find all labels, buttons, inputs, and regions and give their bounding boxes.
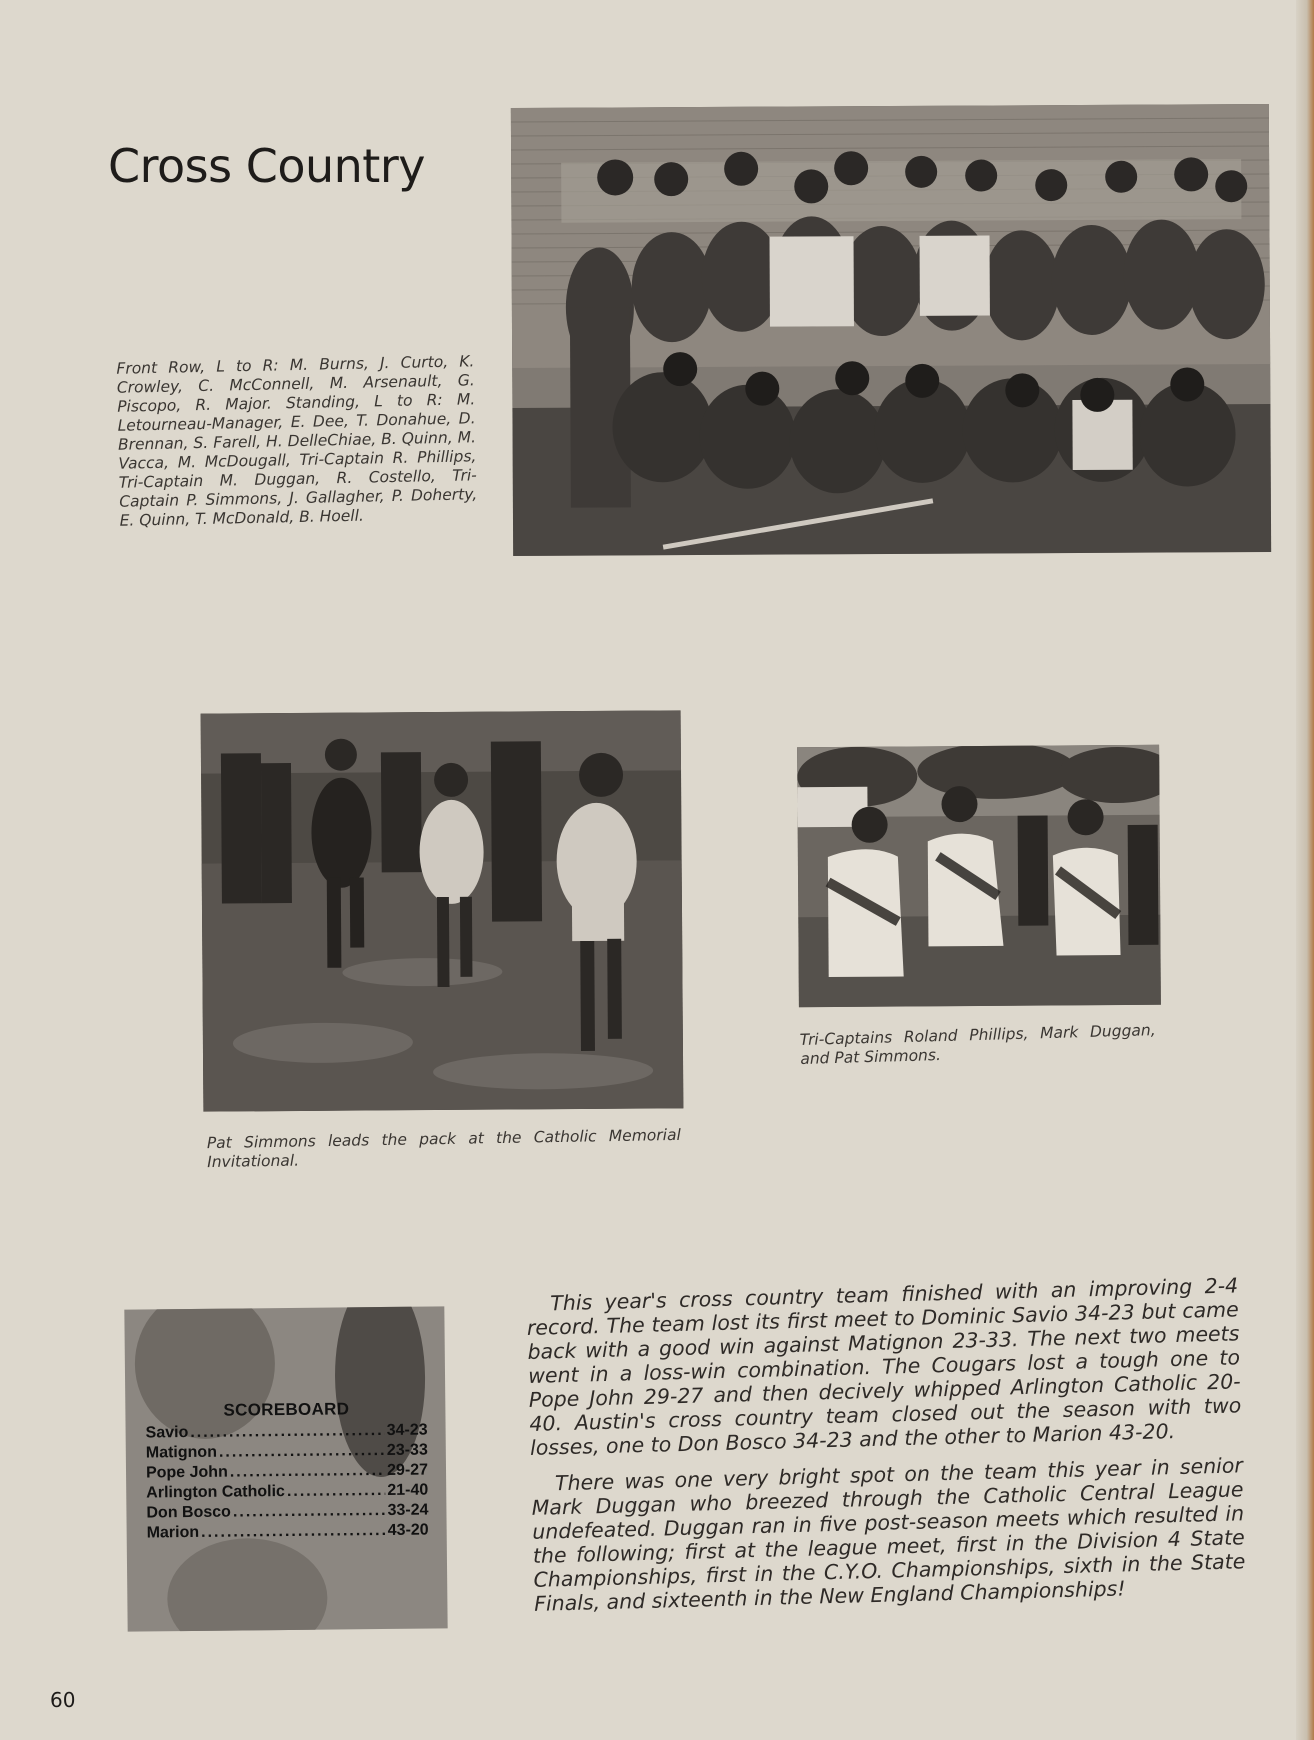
scoreboard-score: 43-20 [387,1521,429,1539]
scoreboard [124,1306,447,1631]
scoreboard-team: Don Bosco [146,1503,231,1522]
race-photo [201,710,684,1111]
team-photo [511,104,1271,556]
scoreboard-score: 21-40 [387,1481,429,1499]
scoreboard-team: Matignon [145,1443,218,1462]
scoreboard-team: Pope John [145,1463,228,1482]
scoreboard-score: 34-23 [386,1421,428,1439]
scoreboard-bg-shape [167,1538,328,1632]
scoreboard-team: Marion [146,1523,200,1542]
scoreboard-score: 29-27 [387,1461,429,1479]
article-paragraph: This year's cross country team finished with an improving 2-4 record. The team lost its first meet to Dominic Savio 34-23 but came back with a good win against Matignon 23-33. The next two meets went in a loss-win combination. The Cougars lost a tough one to Pope John 29-27 and then decively whipped Arlington Catholic 20-40. Austin's cross country team closed out the season with two losses, one to Don Bosco 34-23 and the other to Marion 43-20. [526,1273,1242,1460]
race-photo-caption: Pat Simmons leads the pack at the Catholic Memorial Invitational. [206,1125,681,1172]
page-title: Cross Country [108,138,425,193]
page-number: 60 [50,1688,76,1712]
scoreboard-panel [145,1399,428,1544]
scoreboard-team: Savio [145,1424,189,1442]
scoreboard-row [147,1521,429,1544]
page-edge [1296,0,1314,1740]
captains-photo [797,745,1161,1008]
scoreboard-title: SCOREBOARD [223,1399,350,1420]
article-body [526,1273,1247,1628]
article-paragraph: There was one very bright spot on the team this year in senior Mark Duggan who breezed through the Catholic Central League undefeated. Duggan ran in five post-season meets which resulted in the following; first at the league meet, first in the Division 4 State Championships, first in the C.Y.O. Championships, sixth in the State Finals, and sixteenth in the New England Championships! [531,1453,1246,1616]
scoreboard-score: 33-24 [387,1501,429,1519]
scoreboard-team: Arlington Catholic [146,1483,285,1502]
team-photo-caption: Front Row, L to R: M. Burns, J. Curto, K. Crowley, C. McConnell, M. Arsenault, G. Piscopo, R. Major. Standing, L to R: M. Letourneau-Manager, E. Dee, T. Donahue, D. Brennan, S. Farell, H. DelleChiae, B. Quinn, M. Vacca, M. McDougall, Tri-Captain R. Phillips, Tri-Captain M. Duggan, R. Costello, Tri-Captain P. Simmons, J. Gallagher, P. Doherty, E. Quinn, T. McDonald, B. Hoell. [116,352,478,530]
captains-photo-caption: Tri-Captains Roland Phillips, Mark Duggan, and Pat Simmons. [799,1021,1156,1068]
scoreboard-score: 23-33 [386,1441,428,1459]
